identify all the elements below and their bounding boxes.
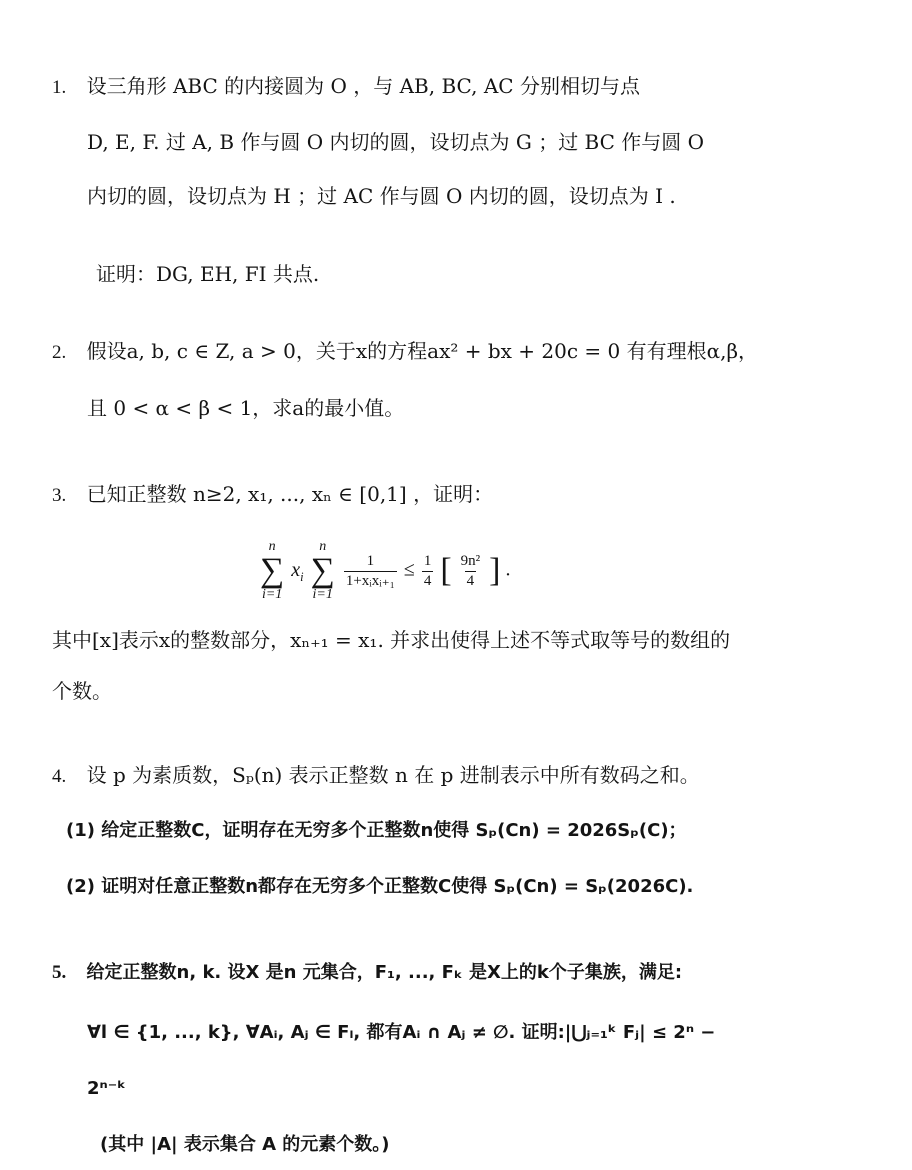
sum-2: [311, 540, 335, 602]
problem-2-line-1: [52, 341, 758, 362]
problem-3-line-3: 个数。: [52, 679, 112, 703]
problem-1-line-4: 证明：DG, EH, FI 共点.: [96, 262, 320, 286]
leq-sign: ≤: [403, 558, 415, 581]
problem-4-line-3: (2) 证明对任意正整数n都存在无穷多个正整数C使得 Sₚ(Cn) = Sₚ(2026C).: [66, 876, 694, 897]
problem-3-line-1: [52, 484, 493, 505]
problem-5-line-1: [52, 963, 682, 982]
problem-5-text-1: 给定正整数n, k. 设X 是n 元集合，F₁, ..., Fₖ 是X上的k个子集族，满足:: [86, 962, 683, 983]
formula-x: x: [291, 558, 301, 581]
problem-5-line-4: (其中 |A| 表示集合 A 的元素个数。): [100, 1134, 390, 1155]
problem-3-formula: [258, 540, 511, 602]
problem-4-line-1: [52, 765, 700, 786]
fraction-inner-denominator: 4: [466, 572, 475, 589]
problem-2-number: 2.: [52, 342, 67, 363]
fraction-inner: [459, 554, 483, 589]
floor-left-bracket: [: [440, 552, 452, 589]
problem-1-text-1: 设三角形 ABC 的内接圆为 O ，与 AB, BC, AC 分别相切与点: [86, 74, 640, 98]
fraction-coef-numerator: 1: [423, 552, 432, 569]
sum-2-upper: n: [319, 539, 327, 554]
sum-1-sign: ∑: [260, 552, 285, 589]
problem-5-line-2: ∀l ∈ {1, ..., k}, ∀Aᵢ, Aⱼ ∈ Fₗ, 都有Aᵢ ∩ Aⱼ ≠ ∅. 证明:|⋃ⱼ₌₁ᵏ Fⱼ| ≤ 2ⁿ −: [87, 1022, 716, 1043]
problem-5-line-3: 2ⁿ⁻ᵏ: [87, 1078, 126, 1099]
fraction-coef-denominator: 4: [423, 572, 432, 589]
floor-right-bracket: ]: [489, 552, 501, 589]
problem-3-text-1: 已知正整数 n≥2, x₁, ..., xₙ ∈ [0,1] ，证明：: [86, 482, 494, 506]
fraction-main: [344, 554, 397, 589]
problem-4-text-1: 设 p 为素质数，Sₚ(n) 表示正整数 n 在 p 进制表示中所有数码之和。: [86, 763, 700, 787]
problem-1-line-3: 内切的圆，设切点为 H ；过 AC 作与圆 O 内切的圆，设切点为 I .: [87, 184, 676, 208]
problem-4-line-2: (1) 给定正整数C，证明存在无穷多个正整数n使得 Sₚ(Cn) = 2026Sₚ(C)；: [66, 820, 687, 841]
problem-5-number: 5.: [52, 962, 67, 983]
fraction-coef: [422, 554, 434, 589]
formula-x-sub: i: [300, 569, 304, 584]
fraction-inner-numerator: 9n²: [460, 552, 481, 569]
sum-2-lower: i=1: [312, 587, 333, 602]
problem-2-text-1: 假设a, b, c ∈ Z, a > 0，关于x的方程ax² + bx + 20c = 0 有有理根α,β，: [86, 339, 759, 363]
fraction-main-numerator: 1: [366, 552, 375, 569]
problem-3-line-2: 其中[x]表示x的整数部分，xₙ₊₁ = x₁. 并求出使得上述不等式取等号的数组的: [52, 628, 731, 652]
sum-1: [260, 540, 284, 602]
formula-tail: .: [505, 558, 511, 581]
problem-2-line-2: 且 0 < α < β < 1，求a的最小值。: [87, 396, 405, 420]
fraction-main-denominator: 1+xᵢxᵢ₊₁: [345, 572, 395, 589]
sum-1-upper: n: [268, 539, 276, 554]
problem-1-number: 1.: [52, 77, 67, 98]
sum-2-sign: ∑: [310, 552, 335, 589]
problem-3-number: 3.: [52, 485, 67, 506]
problem-1-line-2: D, E, F. 过 A, B 作与圆 O 内切的圆，设切点为 G ；过 BC 作与圆 O: [87, 130, 705, 154]
problem-4-number: 4.: [52, 766, 67, 787]
problem-1-line-1: [52, 76, 640, 97]
formula-x-i: [291, 558, 304, 584]
sum-1-lower: i=1: [261, 587, 283, 602]
